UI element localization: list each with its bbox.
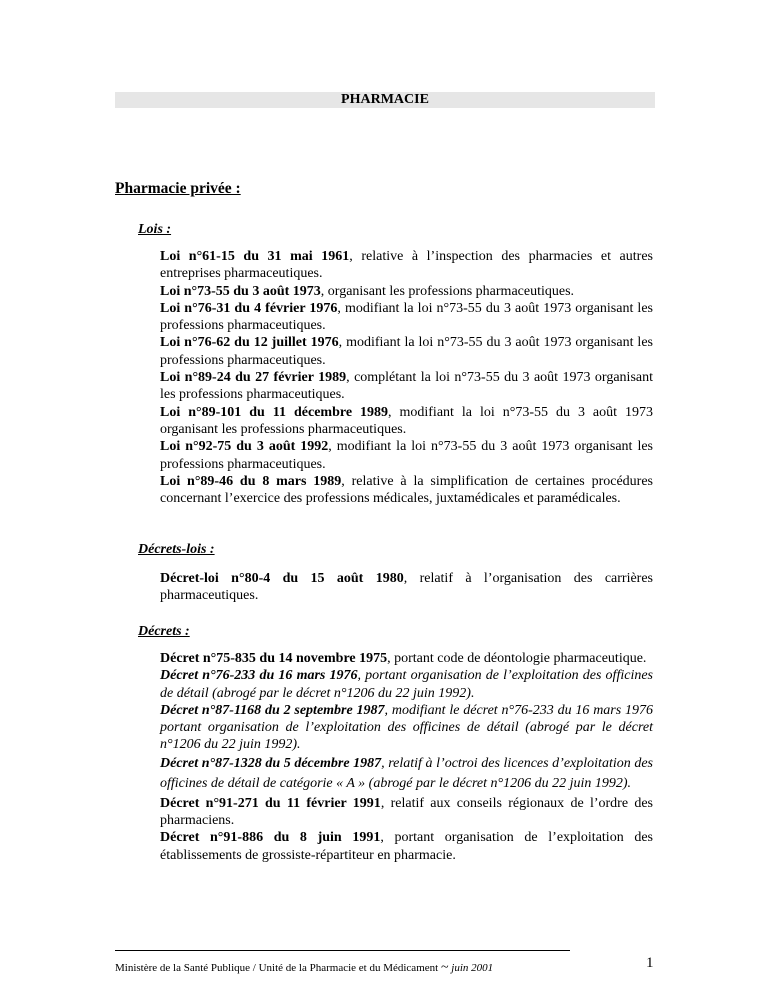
- list-item: Décret n°91-271 du 11 février 1991, relatif aux conseils régionaux de l’ordre des pharmaciens.: [160, 795, 653, 829]
- footer-rule: [115, 950, 570, 951]
- decrets-heading: Décrets :: [138, 624, 190, 639]
- list-item: Décret n°91-886 du 8 juin 1991, portant organisation de l’exploitation des établissements de grossiste-répartiteur en pharmacie.: [160, 830, 653, 863]
- list-item: Décret n°87-1168 du 2 septembre 1987, modifiant le décret n°76-233 du 16 mars 1976 portant organisation de l’exploitation des officines de détail (abrogé par le décret n°1206 du 22 juin 1992).: [160, 702, 654, 753]
- page-title: PHARMACIE: [115, 92, 655, 108]
- list-item: Loi n°73-55 du 3 août 1973, organisant les professions pharmaceutiques.: [160, 283, 575, 299]
- list-item: Décret n°76-233 du 16 mars 1976, portant organisation de l’exploitation des officines de détail (abrogé par le décret n°1206 du 22 juin 1992).: [160, 668, 653, 701]
- lois-heading: Lois :: [138, 222, 172, 237]
- page-number: 1: [646, 955, 654, 971]
- list-item: Loi n°61-15 du 31 mai 1961, relative à l’inspection des pharmacies et autres entreprises pharmaceutiques.: [160, 249, 653, 282]
- decrets-lois-heading: Décrets-lois :: [138, 542, 215, 557]
- list-item: Décret n°75-835 du 14 novembre 1975, portant code de déontologie pharmaceutique.: [160, 651, 647, 666]
- decrets-lois-list: [160, 570, 653, 605]
- lois-list: [160, 248, 653, 507]
- section-heading: Pharmacie privée :: [115, 180, 241, 197]
- list-item: Loi n°89-46 du 8 mars 1989, relative à la simplification de certaines procédures concernant l’exercice des professions médicales, juxtamédicales et paramédicales.: [160, 473, 653, 507]
- list-item: Décret-loi n°80-4 du 15 août 1980, relatif à l’organisation des carrières pharmaceutiques.: [160, 571, 653, 604]
- list-item: Loi n°92-75 du 3 août 1992, modifiant la loi n°73-55 du 3 août 1973 organisant les professions pharmaceutiques.: [160, 439, 653, 472]
- footer-text: Ministère de la Santé Publique / Unité de la Pharmacie et du Médicament ~ juin 2001: [115, 960, 494, 975]
- list-item: Loi n°89-24 du 27 février 1989, complétant la loi n°73-55 du 3 août 1973 organisant les professions pharmaceutiques.: [160, 370, 653, 403]
- list-item: Décret n°87-1328 du 5 décembre 1987, relatif à l’octroi des licences d’exploitation des officines de détail de catégorie « A » (abrogé par le décret n°1206 du 22 juin 1992).: [160, 755, 653, 792]
- list-item: Loi n°76-62 du 12 juillet 1976, modifiant la loi n°73-55 du 3 août 1973 organisant les professions pharmaceutiques.: [160, 335, 653, 368]
- list-item: Loi n°76-31 du 4 février 1976, modifiant la loi n°73-55 du 3 août 1973 organisant les professions pharmaceutiques.: [160, 300, 653, 334]
- list-item: Loi n°89-101 du 11 décembre 1989, modifiant la loi n°73-55 du 3 août 1973 organisant les professions pharmaceutiques.: [160, 404, 654, 437]
- decrets-list: [160, 650, 653, 864]
